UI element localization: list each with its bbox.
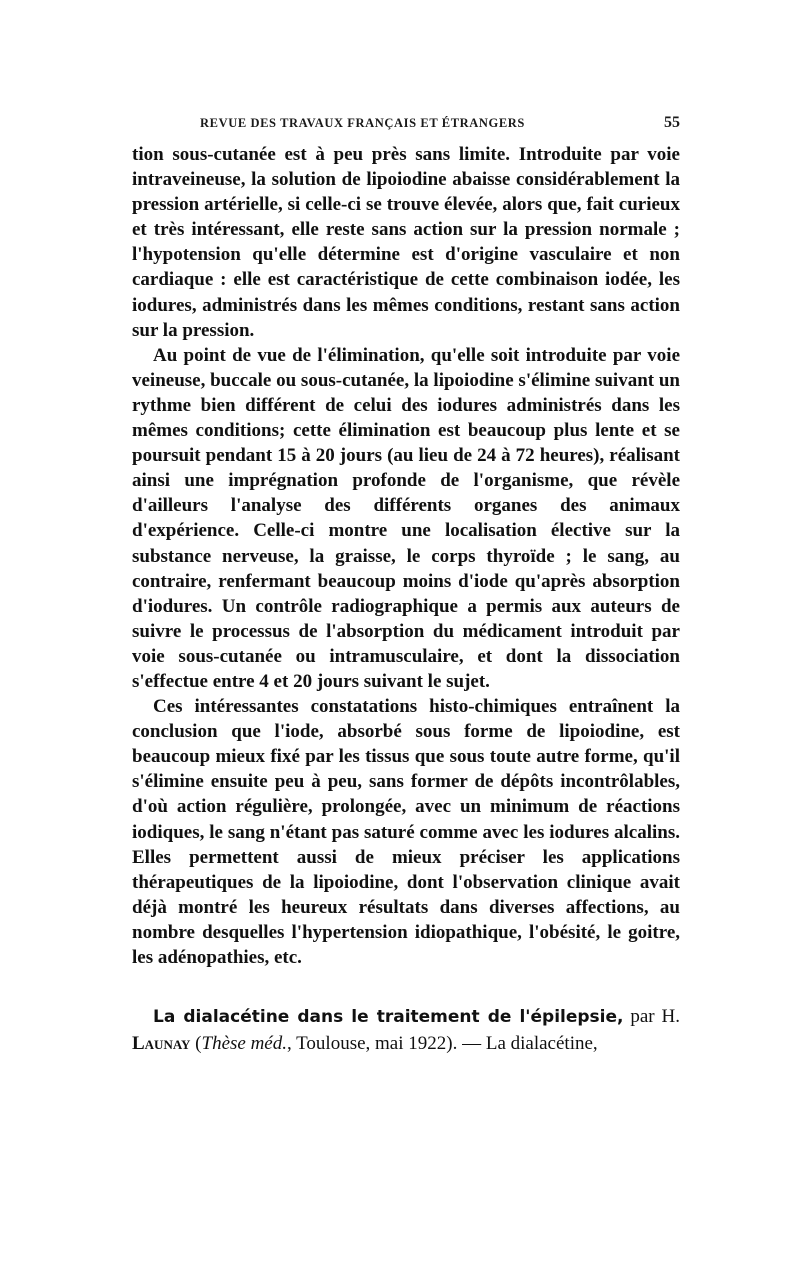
paragraph-conclusion: Ces intéressantes constatations histo-chimiques entraînent la conclusion que l'iode, absorbé sous forme de lipoiodine, est beaucoup mieux fixé par les tissus que sous toute autre forme, qu'il s'élimine ensuite peu à peu, sans former de dépôts incontrôlables, d'où action régulière, prolongée, avec un minimum de réactions iodiques, le sang n'étant pas saturé comme avec les iodures alcalins. Elles permettent aussi de mieux préciser les applications thérapeutiques de la lipoiodine, dont l'observation clinique avait déjà montré les heureux résultats dans diverses affections, au nombre desquelles l'hypertension idiopathique, l'obésité, le goitre, les adénopathies, etc. <box>132 696 680 968</box>
running-head <box>132 112 680 142</box>
page-number: 55 <box>664 114 680 131</box>
section-thesis: Thèse méd. <box>201 1032 287 1054</box>
paragraph-elimination: Au point de vue de l'élimination, qu'elle soit introduite par voie veineuse, buccale ou sous-cutanée, la lipoiodine s'élimine suivant un rythme bien différent de celui des iodures administrés dans les mêmes conditions; cette élimination est beaucoup plus lente et se poursuit pendant 15 à 20 jours (au lieu de 24 à 72 heures), réalisant ainsi une imprégnation profonde de l'organisme, que révèle d'ailleurs l'analyse des différents organes des animaux d'expérience. Celle-ci montre une localisation élective sur la substance nerveuse, la graisse, le corps thyroïde ; le sang, au contraire, renfermant beaucoup moins d'iode qu'après absorption d'iodures. Un contrôle radiographique a permis aux auteurs de suivre le processus de l'absorption du médicament introduit par voie sous-cutanée ou intramusculaire, et dont la dissociation s'effectue entre 4 et 20 jours suivant le sujet. <box>132 344 680 692</box>
page <box>132 112 680 1075</box>
section-open-paren: ( <box>190 1032 202 1054</box>
section-title: La dialacétine dans le traitement de l'épilepsie, <box>153 1007 624 1028</box>
article-body <box>132 142 680 970</box>
next-article-start <box>132 1004 680 1056</box>
paragraph-continued: tion sous-cutanée est à peu près sans limite. Introduite par voie intraveineuse, la solution de lipoiodine abaisse considérablement la pression artérielle, si celle-ci se trouve élevée, alors que, fait curieux et très intéressant, elle reste sans action sur la pression normale ; l'hypotension qu'elle détermine est d'origine vasculaire et non cardiaque : elle est caractéristique de cette combinaison iodée, les iodures, administrés dans les mêmes conditions, restant sans action sur la pression. <box>132 144 680 341</box>
section-by: par H. <box>623 1006 680 1028</box>
running-title: REVUE DES TRAVAUX FRANÇAIS ET ÉTRANGERS <box>200 116 525 130</box>
section-citation: , Toulouse, mai 1922). — La dialacétine, <box>286 1032 598 1054</box>
section-author: Launay <box>132 1032 191 1054</box>
